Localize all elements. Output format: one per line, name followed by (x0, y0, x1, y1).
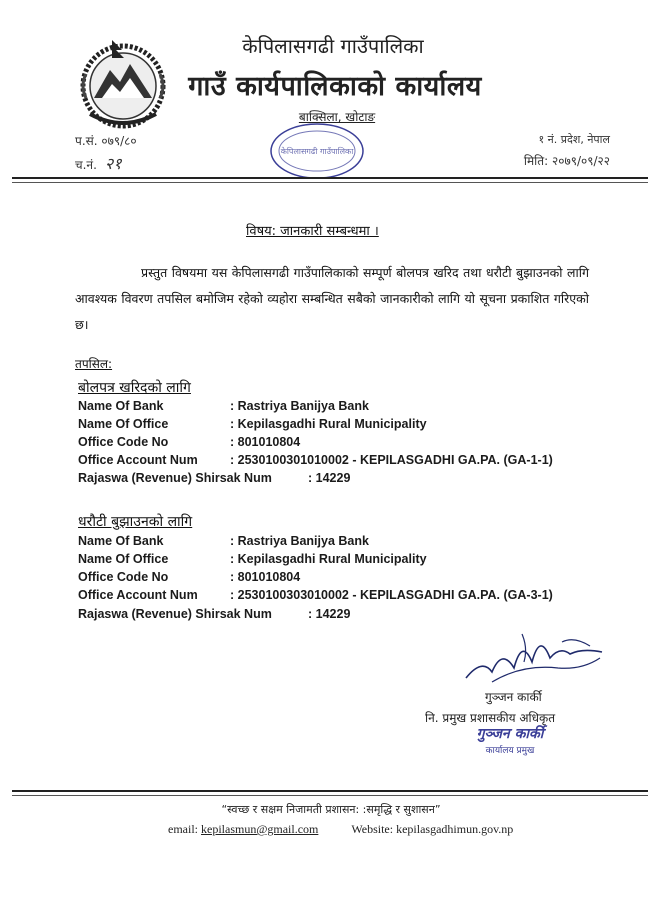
account-row (78, 588, 618, 602)
stamp-role: कार्यालय प्रमुख (485, 746, 535, 756)
office-address: बाक्सिला, खोटाङ (298, 110, 376, 124)
field-label: Office Code No (78, 435, 169, 449)
field-label: Office Account Num (78, 588, 198, 602)
section-heading-deposit: धरौटी बुझाउनको लागि (78, 514, 193, 530)
field-value: : 14229 (308, 607, 351, 621)
bank-row (78, 399, 618, 413)
field-label: Name Of Office (78, 552, 169, 566)
dispatch-value: २१ (104, 154, 122, 173)
office-row (78, 552, 618, 566)
nepal-government-emblem-icon (72, 34, 174, 134)
field-label: Office Code No (78, 570, 169, 584)
field-value: : Rastriya Banijya Bank (230, 534, 369, 548)
website-label: Website: (351, 822, 394, 836)
revenue-row (78, 471, 618, 485)
field-label: Rajaswa (Revenue) Shirsak Num (78, 607, 272, 621)
footer-divider (12, 790, 648, 792)
email-link[interactable]: kepilasmun@gmail.com (201, 822, 319, 836)
svg-text:केपिलासगढी गाउँपालिका: केपिलासगढी गाउँपालिका (280, 147, 354, 156)
signatory-title: नि. प्रमुख प्रशासकीय अधिकृत (425, 711, 556, 725)
office-code-row (78, 570, 618, 584)
field-label: Name Of Office (78, 417, 169, 431)
letter-body: प्रस्तुत विषयमा यस केपिलासगढी गाउँपालिकाको सम्पूर्ण बोलपत्र खरिद तथा धरौटी बुझाउनको लागि आवश्यक विवरण तपसिल बमोजिम रहेको व्यहोरा सम्बन्धित सबैको जानकारीको लागि यो सूचना प्रकाशित गरिएको छ। (75, 265, 589, 332)
field-label: Name Of Bank (78, 399, 164, 413)
name-stamp (460, 724, 560, 756)
office-row (78, 417, 618, 431)
dispatch-number (75, 152, 122, 174)
field-label: Name Of Bank (78, 534, 164, 548)
signatory-name: गुञ्जन कार्की (485, 690, 542, 704)
footer-contact (168, 822, 513, 837)
section-heading-bid-purchase: बोलपत्र खरिदको लागि (78, 380, 191, 396)
letter-date: मिति: २०७९/०९/२२ (523, 154, 610, 168)
municipality-name: केपिलासगढी गाउँपालिका (242, 34, 424, 58)
field-label: Office Account Num (78, 453, 198, 467)
field-value: : Rastriya Banijya Bank (230, 399, 369, 413)
field-value: : 801010804 (230, 435, 301, 449)
field-value: : 2530100303010002 - KEPILASGADHI GA.PA. (GA-3-1) (230, 588, 553, 602)
reference-number: प.सं. ०७९/८० (75, 134, 137, 148)
office-seal-stamp (266, 120, 368, 182)
bank-row (78, 534, 618, 548)
field-label: Rajaswa (Revenue) Shirsak Num (78, 471, 272, 485)
province-line: १ नं. प्रदेश, नेपाल (538, 133, 610, 146)
letter-subject: विषय: जानकारी सम्बन्धमा । (246, 224, 379, 239)
header-divider-thin (12, 182, 648, 183)
field-value: : 2530100301010002 - KEPILASGADHI GA.PA. (GA-1-1) (230, 453, 553, 467)
website-link[interactable]: kepilasgadhimun.gov.np (396, 822, 514, 836)
field-value: : 801010804 (230, 570, 301, 584)
office-code-row (78, 435, 618, 449)
revenue-row (78, 607, 618, 621)
field-value: : Kepilasgadhi Rural Municipality (230, 417, 427, 431)
details-label: तपसिल: (75, 357, 113, 371)
dispatch-label: च.नं. (75, 158, 97, 172)
footer-divider-thin (12, 795, 648, 796)
footer-motto: “स्वच्छ र सक्षम निजामती प्रशासन: :समृद्धि र सुशासन” (221, 803, 441, 816)
email-label: email: (168, 822, 198, 836)
stamp-name: गुञ्जन कार्की (476, 726, 544, 742)
account-row (78, 453, 618, 467)
field-value: : 14229 (308, 471, 351, 485)
header-divider (12, 177, 648, 179)
field-value: : Kepilasgadhi Rural Municipality (230, 552, 427, 566)
handwritten-signature (462, 628, 608, 686)
office-title: गाउँ कार्यपालिकाको कार्यालय (188, 71, 482, 102)
